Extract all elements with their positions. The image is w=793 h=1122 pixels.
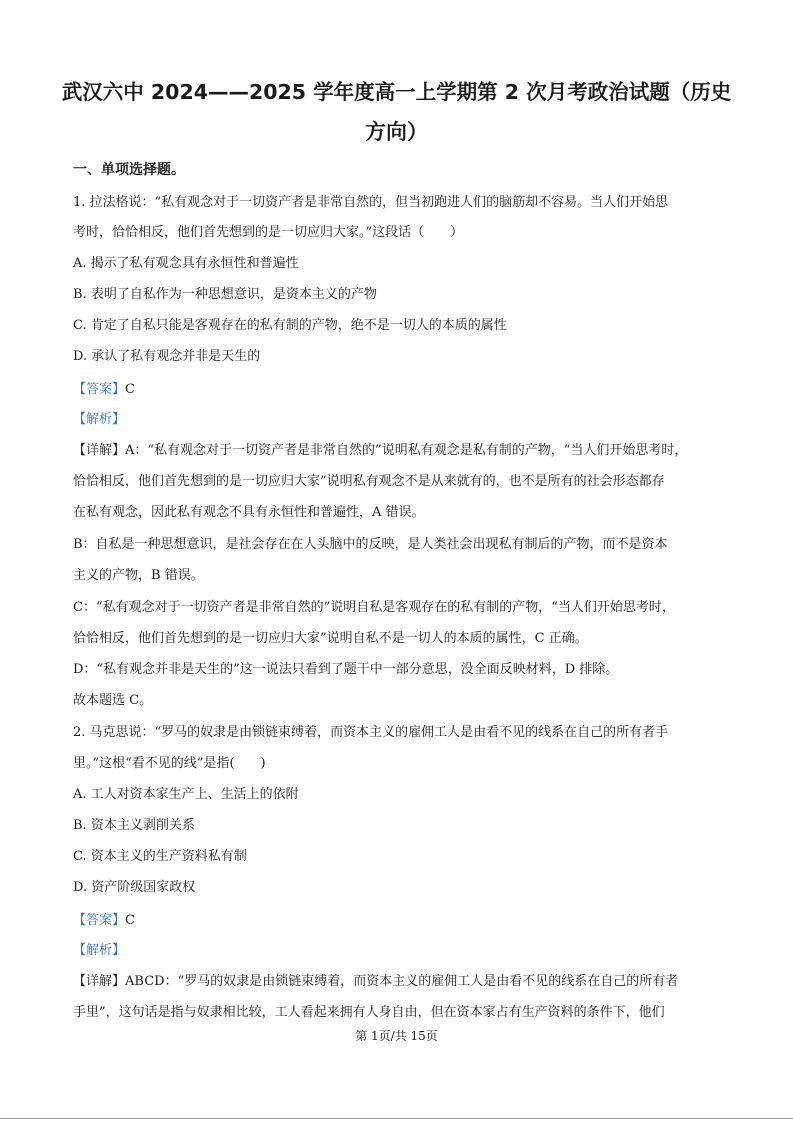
question-1-option-d: D. 承认了私有观念并非是天生的 [73,349,261,364]
question-1-detail-line-1 [73,443,723,459]
question-1-stem-line-1: 1. 拉法格说：“私有观念对于一切资产者是非常自然的，但当初跑进人们的脑筋却不容易。当人们开始思 [73,195,669,210]
question-1-conclusion: 故本题选 C。 [73,693,153,708]
question-1-detail-line-5: 主义的产物，B 错误。 [73,568,204,583]
question-2-option-d: D. 资产阶级国家政权 [73,880,196,895]
section-heading: 一、单项选择题。 [73,162,185,178]
question-1-detail-line-2: 恰恰相反，他们首先想到的是一切应归大家”说明私有观念不是从来就有的，也不是所有的社会形态都存 [73,474,665,489]
question-1-detail-line-8: D：“私有观念并非是天生的”这一说法只看到了题干中一部分意思，没全面反映材料，D 排除。 [73,662,619,677]
answer-label: 【答案】 [73,913,126,928]
question-2-detail-line-1 [73,974,723,990]
question-1-analysis [73,412,723,428]
question-1-answer [73,382,723,398]
detail-label: 【详解】 [73,974,126,989]
question-2-answer [73,913,723,929]
question-2-option-b: B. 资本主义剥削关系 [73,818,195,833]
question-1-detail-line-3: 在私有观念，因此私有观念不具有永恒性和普遍性，A 错误。 [73,505,425,520]
question-2-option-a: A. 工人对资本家生产上、生活上的依附 [73,787,299,802]
analysis-label: 【解析】 [73,412,126,427]
question-2-stem-line-1: 2. 马克思说：“罗马的奴隶是由锁链束缚着，而资本主义的雇佣工人是由看不见的线系在自己的所有者手 [73,725,669,740]
document-title-line-1: 武汉六中 2024——2025 学年度高一上学期第 2 次月考政治试题（历史 [61,80,732,104]
question-1-detail-line-6: C：“私有观念对于一切资产者是非常自然的”说明自私是客观存在的私有制的产物，“当人们开始思考时， [73,600,675,615]
question-1-detail-line-4: B：自私是一种思想意识，是社会存在在人头脑中的反映，是人类社会出现私有制后的产物，而不是资本 [73,537,668,552]
question-1-option-c: C. 肯定了自私只能是客观存在的私有制的产物，绝不是一切人的本质的属性 [73,318,507,333]
page-bottom-divider [0,1118,793,1119]
question-1-detail-line-7: 恰恰相反，他们首先想到的是一切应归大家”说明自私不是一切人的本质的属性，C 正确。 [73,631,588,646]
question-2-option-c: C. 资本主义的生产资料私有制 [73,849,247,864]
question-2-stem-line-2: 里。”这根“看不见的线”是指( ) [73,756,266,771]
detail-text: A：“私有观念对于一切资产者是非常自然的”说明私有观念是私有制的产物，“当人们开始思考时， [125,443,688,458]
question-2-analysis [73,943,723,959]
answer-value: C [125,382,135,397]
page-footer: 第 1页/共 15页 [355,1029,438,1043]
detail-label: 【详解】 [73,443,126,458]
question-2-detail-line-2: 手里”，这句话是指与奴隶相比较，工人看起来拥有人身自由，但在资本家占有生产资料的条件下，他们 [73,1005,665,1020]
detail-text: ABCD：“罗马的奴隶是由锁链束缚着，而资本主义的雇佣工人是由看不见的线系在自己的所有者 [125,974,679,989]
question-1-option-a: A. 揭示了私有观念具有永恒性和普遍性 [73,256,299,271]
question-1-option-b: B. 表明了自私作为一种思想意识，是资本主义的产物 [73,287,377,302]
answer-value: C [125,913,135,928]
question-1-stem-line-2: 考时，恰恰相反，他们首先想到的是一切应归大家。”这段话（ ） [73,225,464,240]
document-title-line-2: 方向） [365,120,428,144]
answer-label: 【答案】 [73,382,126,397]
analysis-label: 【解析】 [73,943,126,958]
